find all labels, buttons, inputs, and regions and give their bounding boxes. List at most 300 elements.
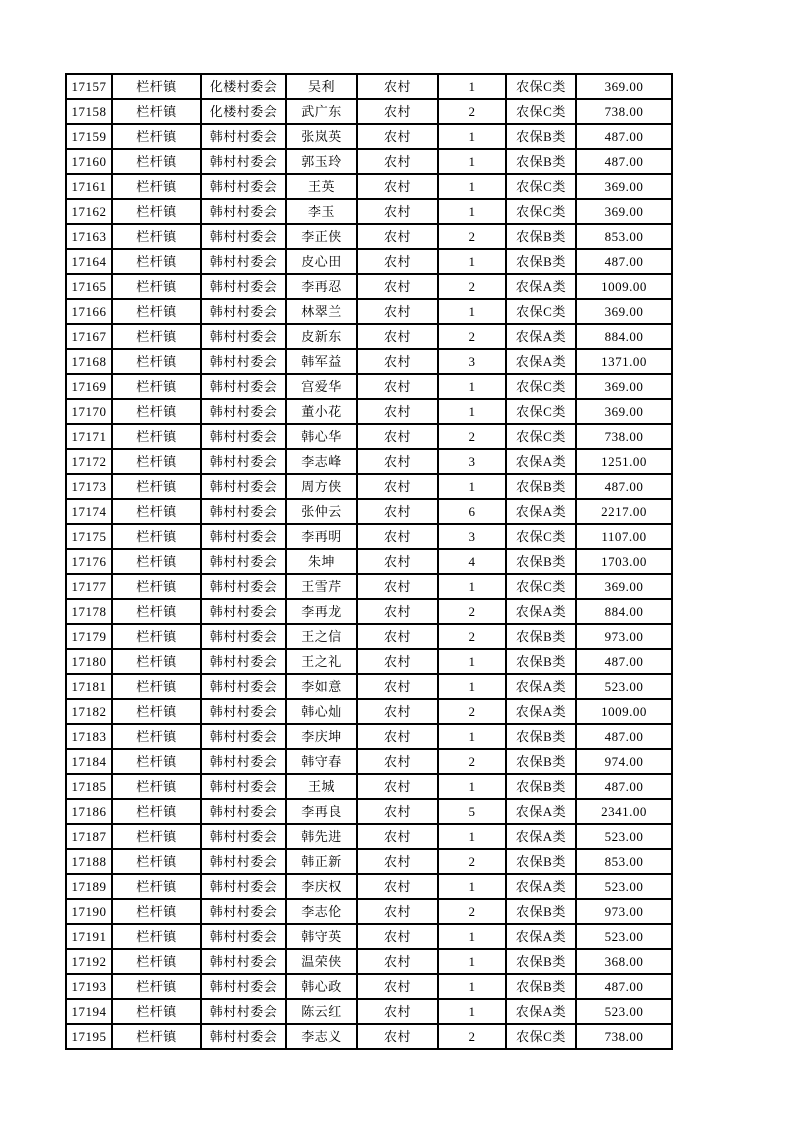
cell-village-committee: 韩村村委会: [201, 799, 286, 824]
cell-village-committee: 韩村村委会: [201, 999, 286, 1024]
cell-insurance-type: 农保C类: [506, 424, 576, 449]
cell-record-id: 17161: [66, 174, 112, 199]
cell-record-id: 17178: [66, 599, 112, 624]
cell-village-committee: 韩村村委会: [201, 199, 286, 224]
cell-amount: 2217.00: [576, 499, 672, 524]
cell-record-id: 17177: [66, 574, 112, 599]
cell-record-id: 17158: [66, 99, 112, 124]
cell-person-name: 韩心华: [286, 424, 357, 449]
cell-amount: 1251.00: [576, 449, 672, 474]
cell-amount: 523.00: [576, 999, 672, 1024]
cell-category: 农村: [357, 599, 438, 624]
cell-village-committee: 韩村村委会: [201, 524, 286, 549]
cell-amount: 487.00: [576, 149, 672, 174]
table-row: [66, 324, 672, 349]
cell-insurance-type: 农保A类: [506, 699, 576, 724]
cell-person-count: 1: [438, 74, 506, 99]
cell-village-committee: 化楼村委会: [201, 99, 286, 124]
cell-town: 栏杆镇: [112, 399, 201, 424]
cell-category: 农村: [357, 499, 438, 524]
cell-insurance-type: 农保A类: [506, 799, 576, 824]
cell-person-count: 2: [438, 1024, 506, 1049]
cell-category: 农村: [357, 299, 438, 324]
cell-person-count: 3: [438, 524, 506, 549]
cell-amount: 523.00: [576, 674, 672, 699]
cell-person-name: 李如意: [286, 674, 357, 699]
cell-person-name: 李再龙: [286, 599, 357, 624]
cell-amount: 2341.00: [576, 799, 672, 824]
cell-category: 农村: [357, 1024, 438, 1049]
cell-insurance-type: 农保B类: [506, 474, 576, 499]
cell-town: 栏杆镇: [112, 524, 201, 549]
cell-town: 栏杆镇: [112, 949, 201, 974]
cell-person-name: 韩守英: [286, 924, 357, 949]
table-row: [66, 999, 672, 1024]
cell-record-id: 17185: [66, 774, 112, 799]
cell-town: 栏杆镇: [112, 449, 201, 474]
cell-person-count: 1: [438, 149, 506, 174]
cell-person-name: 周方侠: [286, 474, 357, 499]
cell-person-name: 韩军益: [286, 349, 357, 374]
cell-person-name: 武广东: [286, 99, 357, 124]
cell-village-committee: 韩村村委会: [201, 149, 286, 174]
cell-person-name: 林翠兰: [286, 299, 357, 324]
cell-person-count: 2: [438, 599, 506, 624]
table-row: [66, 599, 672, 624]
cell-record-id: 17192: [66, 949, 112, 974]
cell-person-name: 韩心灿: [286, 699, 357, 724]
cell-person-name: 朱坤: [286, 549, 357, 574]
table-row: [66, 174, 672, 199]
cell-town: 栏杆镇: [112, 374, 201, 399]
cell-person-name: 李庆坤: [286, 724, 357, 749]
cell-insurance-type: 农保A类: [506, 324, 576, 349]
cell-category: 农村: [357, 349, 438, 374]
cell-village-committee: 韩村村委会: [201, 824, 286, 849]
cell-town: 栏杆镇: [112, 349, 201, 374]
cell-amount: 369.00: [576, 199, 672, 224]
cell-person-name: 王城: [286, 774, 357, 799]
cell-person-count: 6: [438, 499, 506, 524]
table-row: [66, 149, 672, 174]
table-row: [66, 774, 672, 799]
cell-insurance-type: 农保B类: [506, 549, 576, 574]
cell-person-count: 3: [438, 349, 506, 374]
cell-person-count: 1: [438, 299, 506, 324]
cell-record-id: 17181: [66, 674, 112, 699]
cell-person-name: 李玉: [286, 199, 357, 224]
table-row: [66, 549, 672, 574]
table-row: [66, 724, 672, 749]
cell-record-id: 17182: [66, 699, 112, 724]
cell-town: 栏杆镇: [112, 199, 201, 224]
cell-amount: 884.00: [576, 599, 672, 624]
table-row: [66, 424, 672, 449]
table-row: [66, 124, 672, 149]
cell-category: 农村: [357, 524, 438, 549]
cell-amount: 487.00: [576, 724, 672, 749]
cell-village-committee: 韩村村委会: [201, 574, 286, 599]
cell-amount: 1009.00: [576, 274, 672, 299]
cell-person-count: 1: [438, 949, 506, 974]
cell-village-committee: 韩村村委会: [201, 274, 286, 299]
cell-village-committee: 韩村村委会: [201, 649, 286, 674]
cell-record-id: 17187: [66, 824, 112, 849]
cell-record-id: 17195: [66, 1024, 112, 1049]
cell-category: 农村: [357, 124, 438, 149]
cell-village-committee: 韩村村委会: [201, 349, 286, 374]
cell-record-id: 17162: [66, 199, 112, 224]
cell-insurance-type: 农保B类: [506, 624, 576, 649]
cell-town: 栏杆镇: [112, 99, 201, 124]
cell-record-id: 17163: [66, 224, 112, 249]
cell-village-committee: 韩村村委会: [201, 424, 286, 449]
cell-category: 农村: [357, 974, 438, 999]
cell-record-id: 17191: [66, 924, 112, 949]
cell-record-id: 17171: [66, 424, 112, 449]
cell-village-committee: 韩村村委会: [201, 299, 286, 324]
cell-person-name: 李庆权: [286, 874, 357, 899]
table-row: [66, 74, 672, 99]
cell-village-committee: 韩村村委会: [201, 324, 286, 349]
cell-town: 栏杆镇: [112, 249, 201, 274]
table-row: [66, 749, 672, 774]
cell-person-name: 李志义: [286, 1024, 357, 1049]
cell-category: 农村: [357, 274, 438, 299]
cell-person-name: 王英: [286, 174, 357, 199]
cell-person-name: 陈云红: [286, 999, 357, 1024]
cell-village-committee: 韩村村委会: [201, 224, 286, 249]
cell-person-count: 2: [438, 899, 506, 924]
cell-person-name: 韩心政: [286, 974, 357, 999]
cell-insurance-type: 农保B类: [506, 899, 576, 924]
cell-insurance-type: 农保B类: [506, 849, 576, 874]
cell-category: 农村: [357, 549, 438, 574]
cell-insurance-type: 农保C类: [506, 399, 576, 424]
cell-insurance-type: 农保C类: [506, 574, 576, 599]
cell-amount: 738.00: [576, 424, 672, 449]
cell-person-count: 1: [438, 124, 506, 149]
cell-insurance-type: 农保C类: [506, 74, 576, 99]
cell-town: 栏杆镇: [112, 924, 201, 949]
table-row: [66, 624, 672, 649]
cell-insurance-type: 农保A类: [506, 874, 576, 899]
cell-amount: 884.00: [576, 324, 672, 349]
cell-town: 栏杆镇: [112, 724, 201, 749]
cell-person-count: 2: [438, 849, 506, 874]
cell-person-count: 2: [438, 749, 506, 774]
cell-person-count: 1: [438, 574, 506, 599]
cell-village-committee: 化楼村委会: [201, 74, 286, 99]
cell-insurance-type: 农保B类: [506, 149, 576, 174]
cell-person-count: 5: [438, 799, 506, 824]
cell-record-id: 17190: [66, 899, 112, 924]
cell-insurance-type: 农保A类: [506, 924, 576, 949]
cell-village-committee: 韩村村委会: [201, 849, 286, 874]
cell-person-name: 张仲云: [286, 499, 357, 524]
cell-amount: 487.00: [576, 249, 672, 274]
cell-person-count: 1: [438, 874, 506, 899]
cell-town: 栏杆镇: [112, 624, 201, 649]
cell-person-name: 宫爱华: [286, 374, 357, 399]
cell-town: 栏杆镇: [112, 474, 201, 499]
cell-person-name: 王之礼: [286, 649, 357, 674]
cell-person-name: 李志峰: [286, 449, 357, 474]
records-table-body: [66, 74, 672, 1049]
cell-record-id: 17170: [66, 399, 112, 424]
table-row: [66, 99, 672, 124]
cell-insurance-type: 农保A类: [506, 349, 576, 374]
cell-category: 农村: [357, 924, 438, 949]
cell-category: 农村: [357, 849, 438, 874]
cell-category: 农村: [357, 899, 438, 924]
records-table: [65, 73, 673, 1050]
cell-category: 农村: [357, 199, 438, 224]
cell-person-count: 1: [438, 674, 506, 699]
cell-amount: 369.00: [576, 299, 672, 324]
cell-village-committee: 韩村村委会: [201, 374, 286, 399]
cell-person-count: 2: [438, 624, 506, 649]
cell-village-committee: 韩村村委会: [201, 949, 286, 974]
table-row: [66, 349, 672, 374]
cell-town: 栏杆镇: [112, 899, 201, 924]
cell-amount: 369.00: [576, 174, 672, 199]
cell-amount: 523.00: [576, 824, 672, 849]
cell-amount: 487.00: [576, 774, 672, 799]
cell-town: 栏杆镇: [112, 499, 201, 524]
cell-person-count: 1: [438, 649, 506, 674]
cell-town: 栏杆镇: [112, 424, 201, 449]
cell-town: 栏杆镇: [112, 574, 201, 599]
cell-record-id: 17176: [66, 549, 112, 574]
cell-category: 农村: [357, 674, 438, 699]
table-row: [66, 849, 672, 874]
cell-person-count: 1: [438, 399, 506, 424]
cell-record-id: 17174: [66, 499, 112, 524]
cell-record-id: 17172: [66, 449, 112, 474]
cell-amount: 369.00: [576, 374, 672, 399]
table-row: [66, 274, 672, 299]
cell-insurance-type: 农保C类: [506, 299, 576, 324]
cell-amount: 853.00: [576, 849, 672, 874]
cell-person-count: 1: [438, 374, 506, 399]
cell-town: 栏杆镇: [112, 649, 201, 674]
cell-person-count: 1: [438, 824, 506, 849]
cell-insurance-type: 农保A类: [506, 824, 576, 849]
cell-town: 栏杆镇: [112, 599, 201, 624]
cell-village-committee: 韩村村委会: [201, 249, 286, 274]
cell-town: 栏杆镇: [112, 324, 201, 349]
cell-town: 栏杆镇: [112, 224, 201, 249]
cell-insurance-type: 农保B类: [506, 749, 576, 774]
cell-record-id: 17189: [66, 874, 112, 899]
cell-town: 栏杆镇: [112, 974, 201, 999]
cell-insurance-type: 农保C类: [506, 199, 576, 224]
cell-person-name: 董小花: [286, 399, 357, 424]
cell-category: 农村: [357, 574, 438, 599]
table-row: [66, 299, 672, 324]
cell-person-count: 4: [438, 549, 506, 574]
cell-village-committee: 韩村村委会: [201, 549, 286, 574]
cell-insurance-type: 农保B类: [506, 774, 576, 799]
table-row: [66, 674, 672, 699]
cell-town: 栏杆镇: [112, 299, 201, 324]
cell-person-name: 皮心田: [286, 249, 357, 274]
cell-town: 栏杆镇: [112, 699, 201, 724]
cell-category: 农村: [357, 699, 438, 724]
cell-village-committee: 韩村村委会: [201, 174, 286, 199]
table-row: [66, 199, 672, 224]
cell-record-id: 17183: [66, 724, 112, 749]
cell-record-id: 17180: [66, 649, 112, 674]
cell-person-count: 2: [438, 99, 506, 124]
cell-person-name: 吴利: [286, 74, 357, 99]
cell-record-id: 17159: [66, 124, 112, 149]
cell-person-name: 皮新东: [286, 324, 357, 349]
cell-person-count: 1: [438, 249, 506, 274]
cell-amount: 487.00: [576, 649, 672, 674]
cell-insurance-type: 农保C类: [506, 174, 576, 199]
cell-person-name: 韩先进: [286, 824, 357, 849]
cell-village-committee: 韩村村委会: [201, 399, 286, 424]
cell-insurance-type: 农保B类: [506, 949, 576, 974]
cell-amount: 973.00: [576, 624, 672, 649]
cell-insurance-type: 农保B类: [506, 124, 576, 149]
cell-insurance-type: 农保A类: [506, 449, 576, 474]
cell-category: 农村: [357, 74, 438, 99]
table-row: [66, 699, 672, 724]
cell-insurance-type: 农保C类: [506, 99, 576, 124]
cell-record-id: 17173: [66, 474, 112, 499]
cell-record-id: 17166: [66, 299, 112, 324]
cell-village-committee: 韩村村委会: [201, 474, 286, 499]
cell-category: 农村: [357, 424, 438, 449]
cell-category: 农村: [357, 649, 438, 674]
cell-category: 农村: [357, 249, 438, 274]
cell-village-committee: 韩村村委会: [201, 749, 286, 774]
cell-insurance-type: 农保A类: [506, 674, 576, 699]
cell-town: 栏杆镇: [112, 874, 201, 899]
table-row: [66, 574, 672, 599]
cell-amount: 974.00: [576, 749, 672, 774]
cell-amount: 369.00: [576, 399, 672, 424]
cell-amount: 487.00: [576, 124, 672, 149]
cell-person-count: 2: [438, 699, 506, 724]
table-row: [66, 924, 672, 949]
table-row: [66, 974, 672, 999]
cell-town: 栏杆镇: [112, 274, 201, 299]
cell-person-name: 韩正新: [286, 849, 357, 874]
cell-village-committee: 韩村村委会: [201, 774, 286, 799]
cell-town: 栏杆镇: [112, 124, 201, 149]
cell-person-name: 韩守春: [286, 749, 357, 774]
cell-category: 农村: [357, 449, 438, 474]
cell-person-name: 温荣侠: [286, 949, 357, 974]
cell-town: 栏杆镇: [112, 749, 201, 774]
cell-category: 农村: [357, 174, 438, 199]
cell-town: 栏杆镇: [112, 74, 201, 99]
cell-person-name: 李再明: [286, 524, 357, 549]
cell-category: 农村: [357, 399, 438, 424]
cell-person-name: 郭玉玲: [286, 149, 357, 174]
cell-insurance-type: 农保B类: [506, 649, 576, 674]
cell-person-count: 2: [438, 224, 506, 249]
table-row: [66, 224, 672, 249]
cell-person-count: 1: [438, 774, 506, 799]
cell-category: 农村: [357, 224, 438, 249]
cell-town: 栏杆镇: [112, 674, 201, 699]
cell-record-id: 17157: [66, 74, 112, 99]
cell-amount: 1107.00: [576, 524, 672, 549]
cell-town: 栏杆镇: [112, 774, 201, 799]
cell-amount: 487.00: [576, 974, 672, 999]
cell-insurance-type: 农保C类: [506, 524, 576, 549]
cell-insurance-type: 农保B类: [506, 724, 576, 749]
cell-person-count: 1: [438, 724, 506, 749]
cell-village-committee: 韩村村委会: [201, 624, 286, 649]
cell-category: 农村: [357, 474, 438, 499]
cell-person-count: 1: [438, 999, 506, 1024]
cell-insurance-type: 农保B类: [506, 224, 576, 249]
cell-village-committee: 韩村村委会: [201, 124, 286, 149]
cell-record-id: 17169: [66, 374, 112, 399]
cell-town: 栏杆镇: [112, 149, 201, 174]
cell-person-count: 3: [438, 449, 506, 474]
table-row: [66, 649, 672, 674]
cell-village-committee: 韩村村委会: [201, 599, 286, 624]
cell-person-name: 李再忍: [286, 274, 357, 299]
cell-amount: 523.00: [576, 874, 672, 899]
table-row: [66, 249, 672, 274]
cell-village-committee: 韩村村委会: [201, 499, 286, 524]
cell-person-count: 2: [438, 274, 506, 299]
cell-person-count: 2: [438, 424, 506, 449]
cell-insurance-type: 农保C类: [506, 374, 576, 399]
cell-person-name: 王雪芹: [286, 574, 357, 599]
cell-category: 农村: [357, 99, 438, 124]
cell-town: 栏杆镇: [112, 1024, 201, 1049]
cell-person-name: 李志伦: [286, 899, 357, 924]
table-row: [66, 449, 672, 474]
cell-record-id: 17188: [66, 849, 112, 874]
cell-insurance-type: 农保A类: [506, 499, 576, 524]
cell-person-name: 李再良: [286, 799, 357, 824]
cell-town: 栏杆镇: [112, 824, 201, 849]
cell-town: 栏杆镇: [112, 849, 201, 874]
table-row: [66, 499, 672, 524]
table-row: [66, 474, 672, 499]
cell-record-id: 17179: [66, 624, 112, 649]
cell-category: 农村: [357, 874, 438, 899]
cell-village-committee: 韩村村委会: [201, 674, 286, 699]
table-row: [66, 799, 672, 824]
cell-amount: 1009.00: [576, 699, 672, 724]
cell-amount: 1371.00: [576, 349, 672, 374]
cell-person-count: 2: [438, 324, 506, 349]
table-row: [66, 524, 672, 549]
cell-insurance-type: 农保A类: [506, 999, 576, 1024]
cell-village-committee: 韩村村委会: [201, 899, 286, 924]
cell-amount: 487.00: [576, 474, 672, 499]
cell-town: 栏杆镇: [112, 799, 201, 824]
cell-record-id: 17167: [66, 324, 112, 349]
cell-village-committee: 韩村村委会: [201, 1024, 286, 1049]
cell-category: 农村: [357, 799, 438, 824]
cell-person-count: 1: [438, 174, 506, 199]
cell-record-id: 17184: [66, 749, 112, 774]
cell-record-id: 17168: [66, 349, 112, 374]
cell-village-committee: 韩村村委会: [201, 874, 286, 899]
